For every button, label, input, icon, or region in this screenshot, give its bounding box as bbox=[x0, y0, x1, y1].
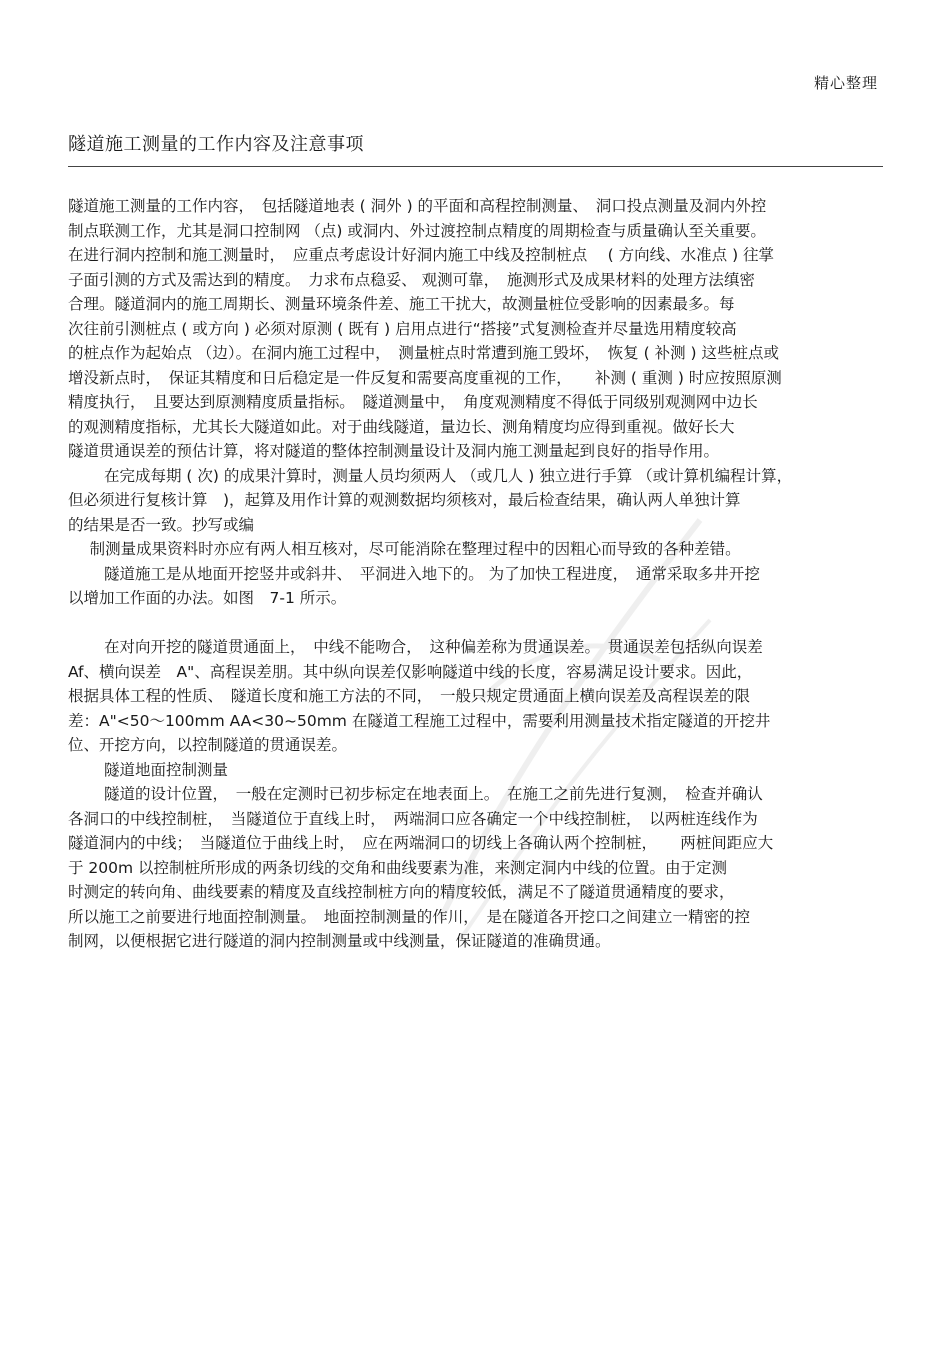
text-line: 隧道施工测量的工作内容， 包括隧道地表 ( 洞外 ) 的平面和高程控制测量、 洞口投点测量及洞内外控 bbox=[68, 197, 767, 215]
text-line: 位、开挖方向，以控制隧道的贯通误差。 bbox=[68, 736, 348, 754]
text-line: 子面引测的方式及需达到的精度。 力求布点稳妥、 观测可靠， 施测形式及成果材料的处理方法缜密 bbox=[68, 270, 755, 289]
text-line: 的结果是否一致。抄写或编 bbox=[68, 515, 255, 534]
text-line: 所以施工之前要进行地面控制测量。 地面控制测量的作川， 是在隧道各开挖口之间建立一精密的控 bbox=[68, 907, 751, 926]
text-line: 次往前引测桩点 ( 或方向 ) 必须对原测 ( 既有 ) 启用点进行“搭接”式复测检查并尽量选用精度较高 bbox=[68, 319, 737, 338]
text-line: 合理。隧道洞内的施工周期长、测量环境条件差、施工干扰大，故测量桩位受影响的因素最多。每 bbox=[68, 295, 735, 313]
text-line: 制网，以便根据它进行隧道的洞内控制测量或中线测量，保证隧道的准确贯通。 bbox=[68, 932, 611, 950]
text-line: 但必须进行复核计算 )，起算及用作计算的观测数据均须核对，最后检查结果，确认两人单独计算 bbox=[68, 491, 741, 509]
text-line: 制测量成果资料时亦应有两人相互核对，尽可能消除在整理过程中的因粗心而导致的各种差错。 bbox=[89, 540, 741, 558]
text-line: 的桩点作为起始点 （边）。在洞内施工过程中， 测量桩点时常遭到施工毁坏， 恢复 ( 补测 ) 这些桩点或 bbox=[68, 344, 779, 362]
text-line: 在对向开挖的隧道贯通面上， 中线不能吻合， 这种偏差称为贯通误差。 贯通误差包括纵向误差 bbox=[104, 638, 763, 656]
text-line: 根据具体工程的性质、 隧道长度和施工方法的不同， 一般只规定贯通面上横向误差及高程误差的限 bbox=[68, 687, 751, 705]
text-line: 隧道贯通误差的预估计算，将对隧道的整体控制测量设计及洞内施工测量起到良好的指导作用。 bbox=[68, 442, 720, 460]
text-line: 增没新点时， 保证其精度和日后稳定是一件反复和需要高度重视的工作， 补测 ( 重测 ) 时应按照原测 bbox=[68, 368, 782, 387]
text-line: 制点联测工作，尤其是洞口控制网 （点) 或洞内、外过渡控制点精度的周期检查与质量确认至关重要。 bbox=[68, 221, 766, 240]
text-line: 隧道地面控制测量 bbox=[104, 760, 229, 779]
text-line: 差：A"<50～100mm AA<30~50mm 在隧道工程施工过程中，需要利用测量技术指定隧道的开挖井 bbox=[68, 711, 771, 730]
text-line: 在进行洞内控制和施工测量时， 应重点考虑设计好洞内施工中线及控制桩点 ( 方向线、水准点 ) 往掌 bbox=[68, 246, 775, 264]
title-divider bbox=[68, 166, 883, 167]
text-line: 隧道洞内的中线； 当隧道位于曲线上时， 应在两端洞口的切线上各确认两个控制桩， 两桩间距应大 bbox=[68, 834, 774, 852]
text-line: Af、横向误差 A"、高程误差朋。其中纵向误差仅影响隧道中线的长度，容易满足设计要求。因此， bbox=[68, 662, 753, 681]
text-line: 隧道施工是从地面开挖竖井或斜井、 平洞进入地下的。 为了加快工程进度， 通常采取多井开挖 bbox=[104, 564, 760, 583]
document-body bbox=[68, 194, 883, 954]
text-line: 以增加工作面的办法。如图 7-1 所示。 bbox=[68, 589, 347, 607]
document-title: 隧道施工测量的工作内容及注意事项 bbox=[68, 134, 364, 155]
text-line: 在完成每期 ( 次) 的成果汁算时，测量人员均须两人 （或几人 ) 独立进行手算 （或计算机编程计算， bbox=[104, 466, 793, 485]
text-line: 的观测精度指标，尤其长大隧道如此。对于曲线隧道，量边长、测角精度均应得到重视。做好长大 bbox=[68, 417, 735, 436]
text-line: 于 200m 以控制桩所形成的两条切线的交角和曲线要素为准，来测定洞内中线的位置。由于定测 bbox=[68, 858, 728, 877]
header-note: 精心整理 bbox=[813, 74, 878, 92]
text-line: 精度执行， 且要达到原测精度质量指标。 隧道测量中， 角度观测精度不得低于同级别观测网中边长 bbox=[68, 393, 758, 411]
text-line: 时测定的转向角、曲线要素的精度及直线控制桩方向的精度较低，满足不了隧道贯通精度的要求， bbox=[68, 883, 735, 901]
text-line: 隧道的设计位置， 一般在定测时已初步标定在地表面上。 在施工之前先进行复测， 检查并确认 bbox=[104, 785, 763, 803]
paragraph-gap bbox=[68, 611, 883, 636]
text-line: 各洞口的中线控制桩， 当隧道位于直线上时， 两端洞口应各确定一个中线控制桩， 以两桩连线作为 bbox=[68, 809, 758, 828]
